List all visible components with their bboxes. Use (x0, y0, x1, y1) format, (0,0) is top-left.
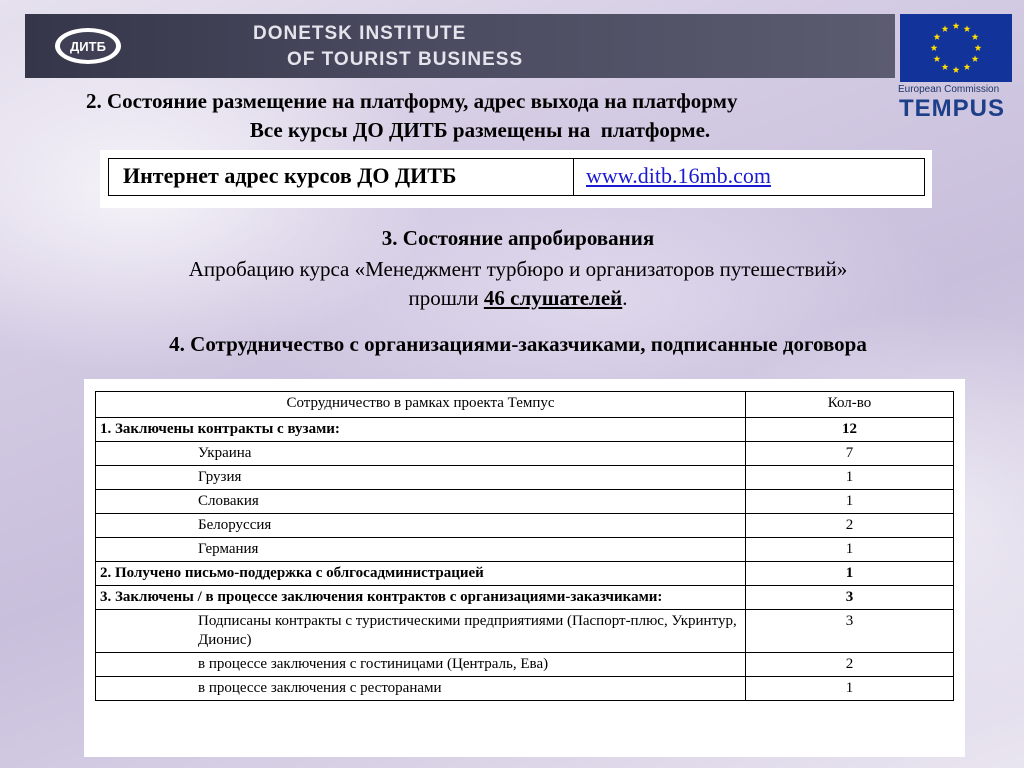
header-count: Кол-во (746, 392, 954, 418)
row-count: 1 (746, 538, 954, 562)
course-url-link[interactable]: www.ditb.16mb.com (574, 159, 925, 196)
row-label: Грузия (96, 466, 746, 490)
listeners-prefix: прошли (408, 286, 484, 310)
row-label: Словакия (96, 490, 746, 514)
row-count: 3 (746, 586, 954, 610)
row-label: в процессе заключения с ресторанами (96, 677, 746, 701)
eu-flag-icon (900, 14, 1012, 82)
table-row (96, 466, 954, 490)
row-count: 3 (746, 610, 954, 653)
table-row (96, 514, 954, 538)
header-cooperation: Сотрудничество в рамках проекта Темпус (96, 392, 746, 418)
table-row (96, 562, 954, 586)
section2-title: 2. Состояние размещение на платформу, адрес выхода на платформу (86, 89, 738, 113)
table-row (96, 653, 954, 677)
row-count: 12 (746, 418, 954, 442)
table-row (96, 586, 954, 610)
institute-banner (25, 14, 895, 78)
row-label: Белоруссия (96, 514, 746, 538)
tempus-label: TEMPUS (899, 95, 1006, 122)
course-url-panel (100, 150, 932, 208)
institute-name-line1: DONETSK INSTITUTE (253, 23, 467, 44)
section4-title: 4. Сотрудничество с организациями-заказчиками, подписанные договора (169, 332, 867, 356)
eu-flag-logo (900, 14, 1012, 82)
table-row (96, 538, 954, 562)
table-row (96, 677, 954, 701)
row-count: 2 (746, 653, 954, 677)
listeners-count: 46 слушателей (483, 286, 623, 310)
table-row (96, 418, 954, 442)
row-count: 2 (746, 514, 954, 538)
row-count: 1 (746, 677, 954, 701)
row-label: Украина (96, 442, 746, 466)
ditb-logo (53, 26, 123, 66)
row-label: 1. Заключены контракты с вузами: (96, 418, 746, 442)
table-row (96, 490, 954, 514)
listeners-suffix: . (622, 286, 628, 310)
row-label: Германия (96, 538, 746, 562)
section2-subtitle: Все курсы ДО ДИТБ размещены на платформе. (249, 118, 711, 142)
ditb-logo-text: ДИТБ (70, 39, 106, 54)
cooperation-panel (84, 379, 965, 757)
course-url-table (108, 158, 925, 196)
section3-title: 3. Состояние апробирования (381, 226, 655, 250)
row-label: в процессе заключения с гостиницами (Централь, Ева) (96, 653, 746, 677)
table-row (96, 442, 954, 466)
section3-listeners-text (0, 286, 1024, 311)
course-url-label: Интернет адрес курсов ДО ДИТБ (109, 159, 574, 196)
row-label: 2. Получено письмо-поддержка с облгосадминистрацией (96, 562, 746, 586)
row-count: 7 (746, 442, 954, 466)
row-label: Подписаны контракты с туристическими предприятиями (Паспорт-плюс, Укринтур, Дионис) (96, 610, 746, 653)
european-commission-label: European Commission (898, 84, 1000, 95)
table-header-row (96, 392, 954, 418)
row-count: 1 (746, 562, 954, 586)
row-count: 1 (746, 490, 954, 514)
section3-approbation-text: Апробацию курса «Менеджмент турбюро и организаторов путешествий» (188, 257, 848, 281)
row-count: 1 (746, 466, 954, 490)
table-row (96, 610, 954, 653)
row-label: 3. Заключены / в процессе заключения контрактов с организациями-заказчиками: (96, 586, 746, 610)
cooperation-table (95, 391, 954, 701)
institute-name-line2: OF TOURIST BUSINESS (287, 49, 524, 70)
